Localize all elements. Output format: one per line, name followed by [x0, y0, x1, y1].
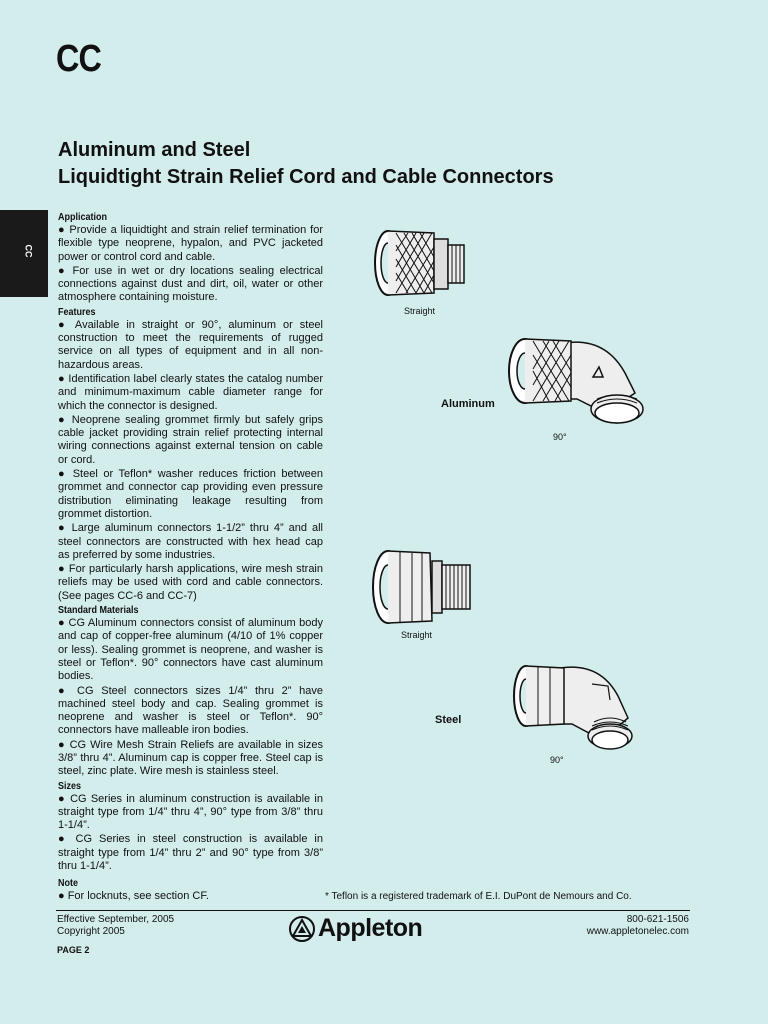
features-item: ● Identification label clearly states the catalog number and minimum-maximum cable diameter range for which the connector is designed.: [58, 372, 323, 412]
section-side-tab: [0, 210, 48, 297]
sizes-heading: Sizes: [58, 780, 82, 792]
section-code: CC: [56, 38, 101, 80]
page-title-line2: Liquidtight Strain Relief Cord and Cable Connectors: [58, 166, 554, 188]
note-heading: Note: [58, 878, 79, 890]
footer-divider: [56, 910, 690, 911]
aluminum-label: Aluminum: [441, 398, 495, 410]
steel-90-connector-illustration: [510, 660, 635, 760]
materials-item: ● CG Steel connectors sizes 1/4” thru 2” have machined steel body and cap. Sealing grommet is neoprene and washer is steel or Teflon*. 90° connectors have malleable iron bodies.: [58, 684, 323, 737]
steel-straight-connector-illustration: [370, 545, 475, 630]
copyright: Copyright 2005: [57, 926, 125, 937]
features-item: ● Neoprene sealing grommet firmly but safely grips cable jacket providing strain relief protecting internal wiring connections against external tension on cable or cord.: [58, 413, 323, 466]
materials-item: ● CG Wire Mesh Strain Reliefs are available in sizes 3/8” thru 4”. Aluminum cap is copper free. Steel cap is steel, zinc plate. Wire mesh is stainless steel.: [58, 738, 323, 778]
note-item: ● For locknuts, see section CF.: [58, 890, 209, 903]
aluminum-90-connector-illustration: [505, 333, 645, 433]
page-title-line1: Aluminum and Steel: [58, 139, 251, 161]
steel-90-caption: 90°: [550, 755, 564, 765]
side-tab-label: CC: [23, 244, 34, 258]
application-item: ● Provide a liquidtight and strain relief termination for flexible type neoprene, hypalon, and PVC jacketed power or control cord and cable.: [58, 224, 323, 263]
aluminum-straight-caption: Straight: [404, 306, 436, 316]
page-number: PAGE 2: [57, 945, 90, 955]
features-item: ● Large aluminum connectors 1-1/2” thru 4” and all steel connectors are constructed with hex head cap as preferred by some industries.: [58, 522, 323, 561]
effective-date: Effective September, 2005: [57, 914, 175, 925]
application-heading: Application: [58, 212, 108, 223]
materials-heading: Standard Materials: [58, 605, 139, 617]
aluminum-90-caption: 90°: [553, 432, 567, 442]
appleton-logo-icon: [288, 915, 316, 943]
body-text-column: [58, 211, 323, 905]
features-item: ● Steel or Teflon* washer reduces friction between grommet and connector cap providing even pressure distribution eliminating leakage resulting from grommet distortion.: [58, 468, 323, 520]
sizes-item: ● CG Series in steel construction is available in straight type from 1/4” thru 2” and 90° type from 3/8” thru 1-1/4”.: [58, 833, 323, 873]
materials-item: ● CG Aluminum connectors consist of aluminum body and cap of copper-free aluminum (4/10 of 1% copper or less). Sealing grommet is neoprene, and washer is steel or Teflon*. 90° connectors have cast aluminum bodies.: [58, 617, 323, 683]
teflon-footnote: * Teflon is a registered trademark of E.I. DuPont de Nemours and Co.: [325, 891, 632, 902]
steel-straight-caption: Straight: [401, 630, 433, 640]
brand-name: Appleton: [318, 914, 423, 942]
features-item: ● For particularly harsh applications, wire mesh strain reliefs may be used with cord and cable connectors. (See pages CC-6 and CC-7): [58, 563, 323, 602]
aluminum-straight-connector-illustration: [372, 225, 472, 305]
features-item: ● Available in straight or 90°, aluminum or steel construction to meet the requirements of rugged service on all types of equipment and in all non-hazardous areas.: [58, 318, 323, 371]
phone-number: 800-621-1506: [626, 914, 689, 925]
features-heading: Features: [58, 306, 96, 318]
sizes-item: ● CG Series in aluminum construction is available in straight type from 1/4” thru 4”, 90° type from 3/8” thru 1-1/4”.: [58, 792, 323, 832]
website-url: www.appletonelec.com: [586, 926, 689, 937]
steel-label: Steel: [435, 714, 462, 726]
application-item: ● For use in wet or dry locations sealing electrical connections against dust and dirt, oil, water or other atmosphere containing moisture.: [58, 264, 323, 304]
